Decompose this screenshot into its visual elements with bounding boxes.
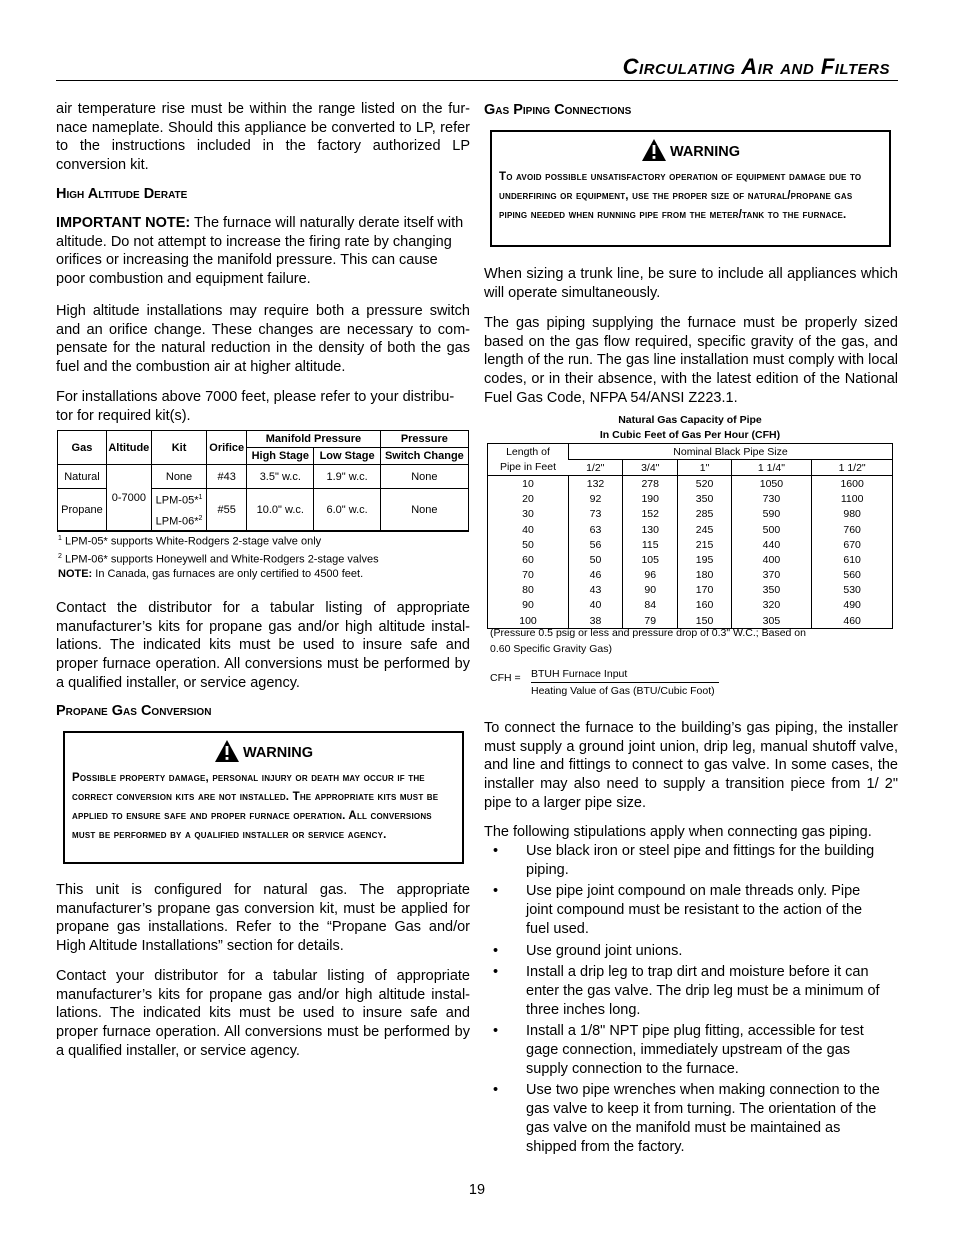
table-row [488,537,893,552]
gas-capacity-table [487,443,893,629]
canada-note [58,566,472,582]
length-cell: 10 [522,477,534,490]
natural-low-cell: 1.9" w.c. [314,465,380,489]
list-item-text: Use two pipe wrenches when making connection to the gas valve to keep it from turning. The orientation of the gas valve on the manifold must be maintained as shipped from the factory. [526,1082,880,1155]
gas-table-note-2: 0.60 Specific Gravity Gas) [490,642,612,655]
list-item-text: Install a drip leg to trap dirt and moisture before it can enter the gas valve. The drip leg must be a minimum of three inches long. [526,964,880,1018]
capacity-cell: 180 [678,568,731,583]
pipe-size-header: 1/2" [569,460,623,476]
col-kit: Kit [151,431,206,465]
pipe-size-header: 1" [678,460,731,476]
capacity-cell: 79 [623,613,678,629]
note-text: In Canada, gas furnaces are only certified to 4500 feet. [92,568,364,580]
list-item [484,963,882,1019]
cfh-numerator: BTUH Furnace Input [531,667,719,683]
capacity-cell: 245 [678,522,731,537]
bullet-icon: • [493,942,499,959]
capacity-cell: 160 [678,598,731,613]
list-item [484,942,882,961]
kit-lpm05-sup: 1 [198,494,203,501]
capacity-cell: 370 [731,568,812,583]
col-pressure: Pressure [380,431,468,448]
important-note-text: The furnace will naturally derate itself with altitude. Do not attempt to increase the firing rate by changing orifices or increasing the manifold pressure. This can cause poor combustion and equipment failure. [56,215,464,288]
footnote-2-text: LPM-06* supports Honeywell and White-Rodgers 2-stage valves [61,553,379,566]
gas-table-title-1: Natural Gas Capacity of Pipe [618,414,762,426]
capacity-cell: 215 [678,537,731,552]
pipe-size-header: 1 1/2" [812,460,893,476]
page-number: 19 [468,1182,486,1198]
capacity-cell: 150 [678,613,731,629]
piping-warning-text: To avoid possible unsatisfactory operation of equipment damage due to underfiring or equipment, use the proper size of natural/propane gas piping needed when running pipe from the meter/tank to the furnace. [499,171,862,221]
table-row [488,598,893,613]
capacity-cell: 115 [623,537,678,552]
gas-table-title-2: In Cubic Feet of Gas Per Hour (CFH) [599,429,781,441]
bullet-icon: • [493,883,499,900]
piping-paragraph-1: When sizing a trunk line, be sure to include all appliances which will operate simultaneously. [484,266,898,301]
capacity-cell: 520 [678,476,731,492]
footnote-1-text: LPM-05* supports White-Rodgers 2-stage valve only [61,535,322,548]
length-cell: 20 [522,493,534,506]
propane-warning-box [63,731,464,864]
table-row [488,522,893,537]
warning-label: WARNING [242,745,314,761]
capacity-cell: 92 [569,492,623,507]
list-item-text: Use ground joint unions. [526,942,683,959]
length-cell: 30 [522,508,534,521]
table-row [488,568,893,583]
capacity-cell: 730 [731,492,812,507]
col-manifold-pressure: Manifold Pressure [247,431,381,448]
footnote-1-sup: 1 [58,535,62,542]
capacity-cell: 195 [678,552,731,567]
capacity-cell: 670 [812,537,893,552]
propane-kit-cell [151,489,206,532]
propane-high-cell: 10.0" w.c. [247,489,314,532]
col-high-stage: High Stage [247,448,314,465]
list-item [484,1022,882,1078]
note-label: NOTE: [58,568,93,580]
capacity-cell: 490 [812,598,893,613]
bullet-icon: • [493,964,499,981]
list-item-text: Use pipe joint compound on male threads only. Pipe joint compound must be resistant to the action of the fuel used. [526,883,863,937]
capacity-cell: 50 [569,552,623,567]
warning-label: WARNING [669,144,741,160]
capacity-cell: 500 [731,522,812,537]
capacity-cell: 320 [731,598,812,613]
capacity-cell: 96 [623,568,678,583]
propane-low-cell: 6.0" w.c. [314,489,380,532]
table-row [488,583,893,598]
capacity-cell: 63 [569,522,623,537]
capacity-cell: 560 [812,568,893,583]
footnote-2 [58,549,472,568]
piping-paragraph-3: To connect the furnace to the building’s gas piping, the installer must supply a ground joint union, drip leg, manual shutoff valve, and line and fittings to connect to gas valve. In some cases, the installer may also need to supply a transition piece from 1/ 2" pipe to a larger pipe size. [484,720,898,811]
high-altitude-paragraph-3: For installations above 7000 feet, please refer to your distribu-tor for required kit(s). [56,389,455,424]
capacity-cell: 46 [569,568,623,583]
propane-orifice-cell: #55 [207,489,247,532]
col-low-stage: Low Stage [314,448,380,465]
table-row [488,492,893,507]
intro-paragraph: air temperature rise must be within the range listed on the fur-nace nameplate. Should this appliance be converted to LP, refer to the instructions included in the factory authorized LP conversion kit. [56,101,470,174]
gas-table-note-1: (Pressure 0.5 psig or less and pressure drop of 0.3" W.C.; Based on [490,627,806,639]
capacity-cell: 190 [623,492,678,507]
natural-high-cell: 3.5" w.c. [247,465,314,489]
length-cell: 90 [522,599,534,612]
col-altitude: Altitude [106,431,151,465]
natural-switch-cell: None [380,465,468,489]
propane-gas-cell: Propane [58,489,107,532]
col-gas: Gas [58,431,107,465]
piping-paragraph-4: The following stipulations apply when connecting gas piping. [484,824,872,840]
propane-switch-cell: None [380,489,468,532]
bullet-icon: • [493,843,499,859]
length-cell: 60 [522,553,534,566]
length-cell: 50 [522,538,534,551]
capacity-cell: 1600 [812,476,893,492]
pipe-size-header: 1 1/4" [731,460,812,476]
capacity-cell: 170 [678,583,731,598]
kit-lpm06-sup: 2 [198,514,203,522]
natural-kit-cell: None [151,465,206,489]
propane-paragraph-1: This unit is configured for natural gas. The appropriate manufacturer’s propane gas conversion kit, must be applied for propane gas installations. Refer to the “Propane Gas and/or High Altitude Installations” section for details. [56,882,470,955]
list-item-text: Use black iron or steel pipe and fittings for the building piping. [526,843,875,878]
piping-warning-title [499,138,882,162]
capacity-cell: 610 [812,552,893,567]
length-header-2: Pipe in Feet [499,460,557,473]
capacity-cell: 285 [678,507,731,522]
capacity-cell: 760 [812,522,893,537]
capacity-cell: 440 [731,537,812,552]
footnote-2-sup: 2 [58,553,62,560]
capacity-cell: 400 [731,552,812,567]
cfh-denominator: Heating Value of Gas (BTU/Cubic Foot) [531,685,715,697]
length-header-1: Length of [506,445,550,458]
capacity-cell: 105 [623,552,678,567]
important-note-paragraph [56,214,470,289]
high-altitude-paragraph-2: High altitude installations may require both a pressure switch and an orifice change. These changes are necessary to com-pensate for the natural reduction in the density of both the gas fuel and the combustion air at higher altitude. [56,303,470,376]
capacity-cell: 38 [569,613,623,629]
capacity-cell: 90 [623,583,678,598]
kit-lpm05: LPM-05* [155,494,199,507]
altitude-kit-table [57,430,469,532]
list-item [484,1081,882,1156]
capacity-cell: 350 [731,583,812,598]
piping-paragraph-2: The gas piping supplying the furnace must be properly sized based on the gas flow required, specific gravity of the gas, and length of the run. The gas line installation must comply with local codes, or in their absence, with the latest edition of the National Fuel Gas Code, NFPA 54/ANSI Z223.1. [484,315,898,406]
table-row [488,552,893,567]
cfh-label: CFH = [490,672,521,684]
list-item [484,882,882,938]
header-rule [56,80,898,81]
capacity-cell: 278 [623,476,678,492]
length-cell: 40 [522,523,534,536]
capacity-cell: 305 [731,613,812,629]
warning-triangle-icon [641,138,667,162]
pipe-size-header: 3/4" [623,460,678,476]
cfh-formula [531,667,719,698]
capacity-cell: 590 [731,507,812,522]
natural-gas-cell: Natural [58,465,107,489]
capacity-cell: 350 [678,492,731,507]
high-altitude-heading: High Altitude Derate [56,186,188,202]
capacity-cell: 73 [569,507,623,522]
col-orifice: Orifice [207,431,247,465]
gas-table-note [490,626,806,657]
capacity-cell: 980 [812,507,893,522]
capacity-cell: 1100 [812,492,893,507]
capacity-cell: 530 [812,583,893,598]
propane-conversion-heading: Propane Gas Conversion [56,703,212,719]
propane-warning-title [72,739,455,763]
piping-warning-box [490,130,891,247]
important-note-label: IMPORTANT NOTE: [56,215,191,231]
capacity-cell: 130 [623,522,678,537]
capacity-cell: 43 [569,583,623,598]
length-header [488,444,569,476]
warning-triangle-icon [214,739,240,763]
capacity-cell: 152 [623,507,678,522]
list-item-text: Install a 1/8" NPT pipe plug fitting, accessible for test gage connection, immediately upstream of the gas supply connection to the furnace. [526,1023,864,1077]
capacity-cell: 56 [569,537,623,552]
list-item [484,842,882,879]
bullet-icon: • [493,1082,499,1099]
length-cell: 70 [522,569,534,582]
contact-distributor-paragraph: Contact the distributor for a tabular listing of appropriate manufacturer’s kits for propane gas and/or high altitude instal-lations. The indicated kits must be used to insure safe and proper furnace operation. All conversions must be performed by a qualified installer, or service agency. [56,600,470,691]
stipulations-list [484,842,882,1159]
nominal-pipe-size-header: Nominal Black Pipe Size [569,444,893,460]
propane-paragraph-2: Contact your distributor for a tabular listing of appropriate manufacturer’s kits for propane gas and/or high altitude instal-lations. The indicated kits must be used to insure safe and proper furnace operation. All conversions must be performed by a qualified installer, or service agency. [56,968,470,1059]
kit-lpm06: LPM-06* [155,515,199,528]
altitude-cell: 0-7000 [106,465,151,532]
table-row [488,507,893,522]
length-cell: 100 [519,614,537,627]
capacity-cell: 132 [569,476,623,492]
length-cell: 80 [522,584,534,597]
capacity-cell: 1050 [731,476,812,492]
gas-table-title [487,413,893,443]
propane-warning-text: Possible property damage, personal injury or death may occur if the correct conversion kits are not installed. The appropriate kits must be applied to ensure safe and proper furnace operation. All conversions must be performed by a qualified installer or service agency. [72,772,439,841]
page-header-title: Circulating Air and Filters [622,54,890,79]
table-row [488,476,893,492]
footnote-1 [58,531,472,550]
capacity-cell: 460 [812,613,893,629]
capacity-cell: 40 [569,598,623,613]
capacity-cell: 84 [623,598,678,613]
natural-orifice-cell: #43 [207,465,247,489]
col-switch-change: Switch Change [380,448,468,465]
gas-piping-heading: Gas Piping Connections [484,102,632,118]
bullet-icon: • [493,1023,499,1040]
